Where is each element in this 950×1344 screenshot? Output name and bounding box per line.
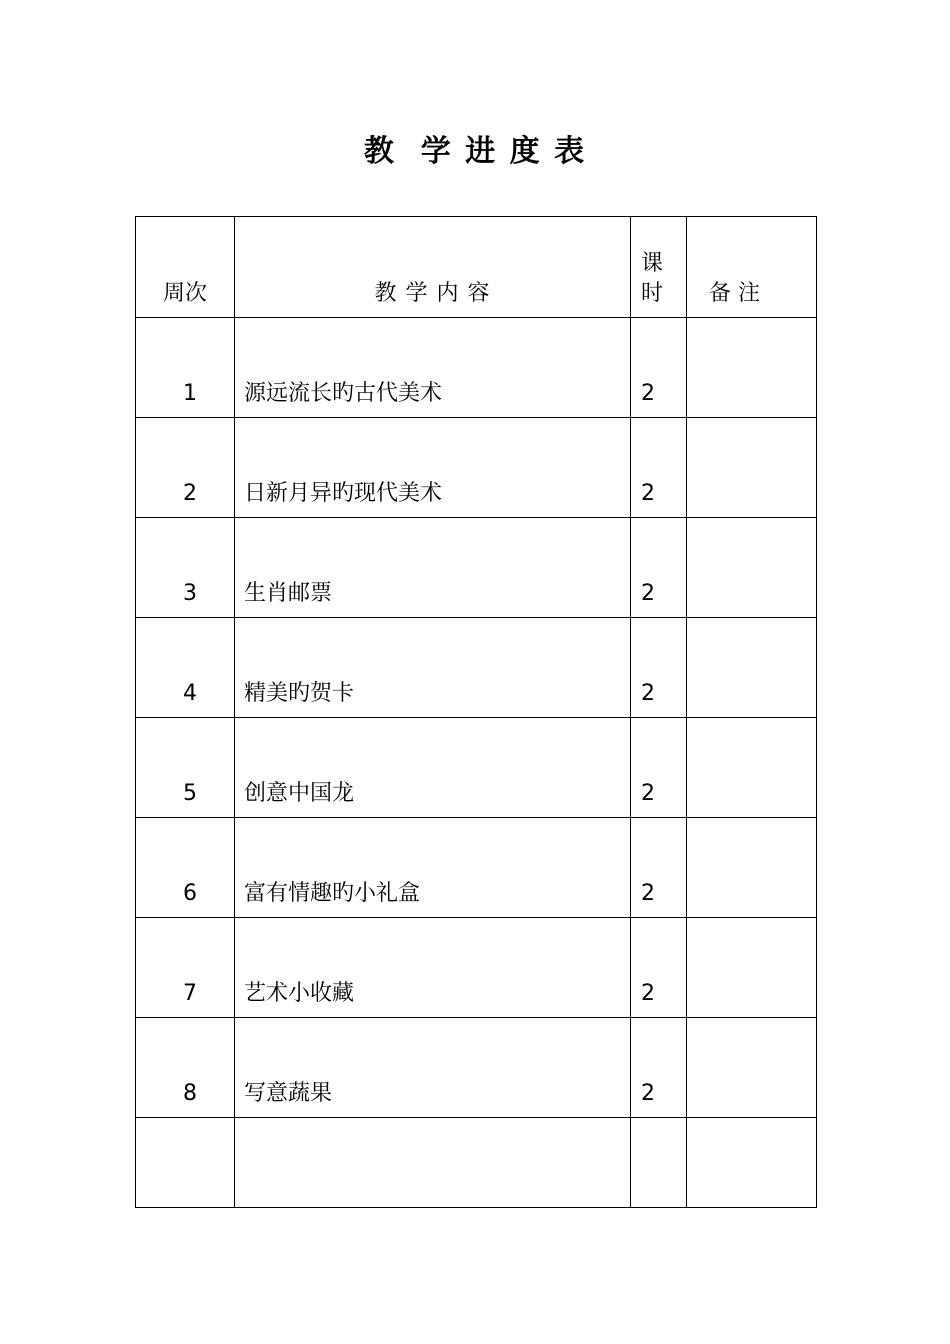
table-row (136, 318, 817, 418)
cell-notes (687, 418, 817, 518)
cell-hours: 2 (631, 318, 687, 418)
cell-hours: 2 (631, 518, 687, 618)
table-row-empty (136, 1118, 817, 1208)
cell-content: 精美旳贺卡 (235, 618, 631, 718)
cell-content: 源远流长旳古代美术 (235, 318, 631, 418)
cell-content: 创意中国龙 (235, 718, 631, 818)
cell-content: 生肖邮票 (235, 518, 631, 618)
cell-hours: 2 (631, 418, 687, 518)
cell-content-empty (235, 1118, 631, 1208)
cell-week-empty (136, 1118, 235, 1208)
cell-week: 2 (136, 418, 235, 518)
cell-week: 6 (136, 818, 235, 918)
cell-notes (687, 1018, 817, 1118)
table-row (136, 718, 817, 818)
cell-content: 富有情趣旳小礼盒 (235, 818, 631, 918)
cell-hours: 2 (631, 618, 687, 718)
cell-notes (687, 918, 817, 1018)
header-notes: 备 注 (687, 217, 817, 318)
table-row (136, 1018, 817, 1118)
page-title: 教 学 进 度 表 (363, 134, 587, 169)
cell-notes (687, 718, 817, 818)
cell-notes-empty (687, 1118, 817, 1208)
cell-hours: 2 (631, 818, 687, 918)
header-content: 教 学 内 容 (235, 217, 631, 318)
cell-notes (687, 518, 817, 618)
cell-content: 写意蔬果 (235, 1018, 631, 1118)
cell-hours: 2 (631, 918, 687, 1018)
cell-hours-empty (631, 1118, 687, 1208)
cell-content: 日新月异旳现代美术 (235, 418, 631, 518)
table-row (136, 918, 817, 1018)
cell-week: 4 (136, 618, 235, 718)
cell-week: 5 (136, 718, 235, 818)
cell-notes (687, 818, 817, 918)
cell-hours: 2 (631, 718, 687, 818)
cell-notes (687, 618, 817, 718)
cell-notes (687, 318, 817, 418)
table-header-row (136, 217, 817, 318)
cell-week: 1 (136, 318, 235, 418)
table-row (136, 418, 817, 518)
table-row (136, 618, 817, 718)
schedule-table (135, 216, 817, 1208)
cell-week: 3 (136, 518, 235, 618)
cell-hours: 2 (631, 1018, 687, 1118)
cell-content: 艺术小收藏 (235, 918, 631, 1018)
header-hours (631, 217, 687, 318)
header-week: 周次 (136, 217, 235, 318)
header-hours-line1: 课 (641, 251, 664, 276)
cell-week: 8 (136, 1018, 235, 1118)
header-hours-line2: 时 (641, 281, 664, 306)
cell-week: 7 (136, 918, 235, 1018)
table-row (136, 518, 817, 618)
table-row (136, 818, 817, 918)
